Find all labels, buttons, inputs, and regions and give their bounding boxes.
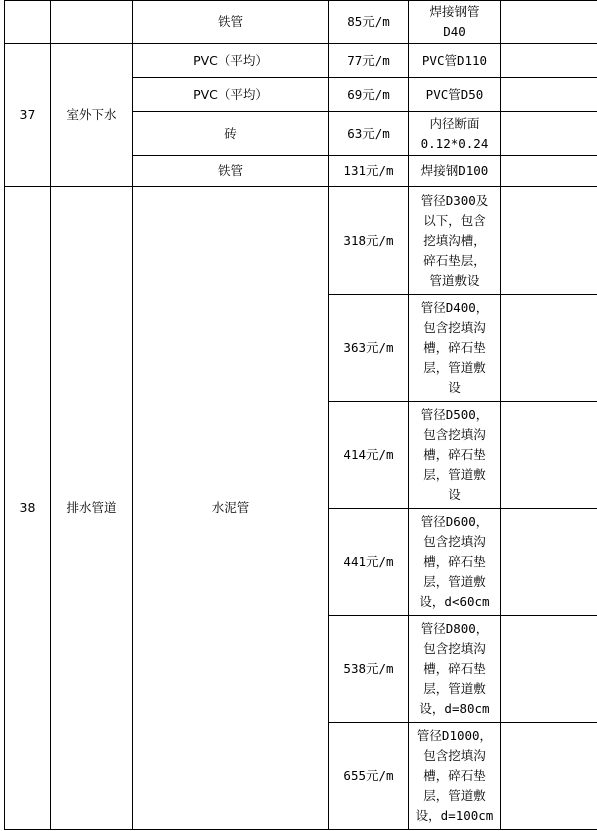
note-cell [409,616,501,723]
price-cell: 441元/m [329,509,409,616]
note-line: D40 [443,24,466,39]
note-line: 设 [448,487,461,502]
note-line: 包含挖填沟 [423,641,486,656]
blank-cell [501,295,597,402]
note-line: 管径D800， [420,621,489,636]
note-cell [409,78,501,112]
table-row [5,1,597,44]
blank-cell [501,723,597,830]
blank-cell [501,78,597,112]
note-cell [409,112,501,156]
price-cell: 131元/m [329,156,409,187]
note-line: 包含挖填沟 [423,427,486,442]
note-line: 设，d=80cm [419,701,490,716]
note-line: 以下，包含 [423,212,486,228]
note-line: 层，管道敷 [423,360,486,375]
table-row [5,44,597,78]
note-line: 0.12*0.24 [420,135,489,151]
note-line: 层，管道敷 [423,788,486,803]
note-cell [409,187,501,295]
item-number-cell: 38 [5,187,51,830]
note-line: 槽，碎石垫 [423,554,486,569]
note-line: 槽，碎石垫 [423,340,486,355]
note-line: 管径D500， [420,407,489,422]
price-cell: 538元/m [329,616,409,723]
note-line: 碎石垫层， [423,252,486,268]
price-cell: 77元/m [329,44,409,78]
price-cell: 318元/m [329,187,409,295]
note-line: 管径D300及 [420,192,489,208]
note-cell [409,509,501,616]
note-line: PVC管D50 [425,86,484,102]
note-line: 包含挖填沟 [423,320,486,335]
price-cell: 69元/m [329,78,409,112]
material-cell: PVC（平均） [133,44,329,78]
note-line: 设，d=100cm [415,808,494,823]
note-line: 设 [448,380,461,395]
note-cell [409,156,501,187]
note-line: 管道敷设 [429,272,480,288]
item-name-cell [51,1,133,44]
note-line: 管径D600， [420,514,489,529]
note-line: 管径D1000， [416,728,493,743]
item-name-cell: 室外下水 [51,44,133,187]
material-cell: PVC（平均） [133,78,329,112]
note-line: 焊接钢管 [429,4,480,19]
price-table [4,0,597,830]
price-cell: 85元/m [329,1,409,44]
note-line: 内径断面 [429,115,480,131]
blank-cell [501,156,597,187]
note-line: 设，d<60cm [419,594,490,609]
price-cell: 655元/m [329,723,409,830]
price-cell: 363元/m [329,295,409,402]
note-line: 包含挖填沟 [423,534,486,549]
item-number-cell: 37 [5,44,51,187]
price-cell: 63元/m [329,112,409,156]
material-cell: 砖 [133,112,329,156]
blank-cell [501,402,597,509]
note-line: 包含挖填沟 [423,748,486,763]
note-cell [409,723,501,830]
note-line: 层，管道敷 [423,467,486,482]
note-line: 层，管道敷 [423,681,486,696]
table-row [5,187,597,295]
note-cell [409,295,501,402]
note-line: 管径D400， [420,300,489,315]
note-line: 槽，碎石垫 [423,447,486,462]
blank-cell [501,509,597,616]
blank-cell [501,616,597,723]
blank-cell [501,112,597,156]
material-cell: 铁管 [133,156,329,187]
price-cell: 414元/m [329,402,409,509]
note-cell [409,402,501,509]
item-name-cell: 排水管道 [51,187,133,830]
note-line: 槽，碎石垫 [423,661,486,676]
material-cell: 水泥管 [133,187,329,830]
note-line: PVC管D110 [421,52,488,68]
item-number-cell [5,1,51,44]
note-line: 槽，碎石垫 [423,768,486,783]
note-line: 焊接钢D100 [420,163,489,178]
note-cell [409,1,501,44]
note-cell [409,44,501,78]
blank-cell [501,1,597,44]
note-line: 挖填沟槽， [423,232,486,248]
material-cell: 铁管 [133,1,329,44]
note-line: 层，管道敷 [423,574,486,589]
blank-cell [501,187,597,295]
blank-cell [501,44,597,78]
